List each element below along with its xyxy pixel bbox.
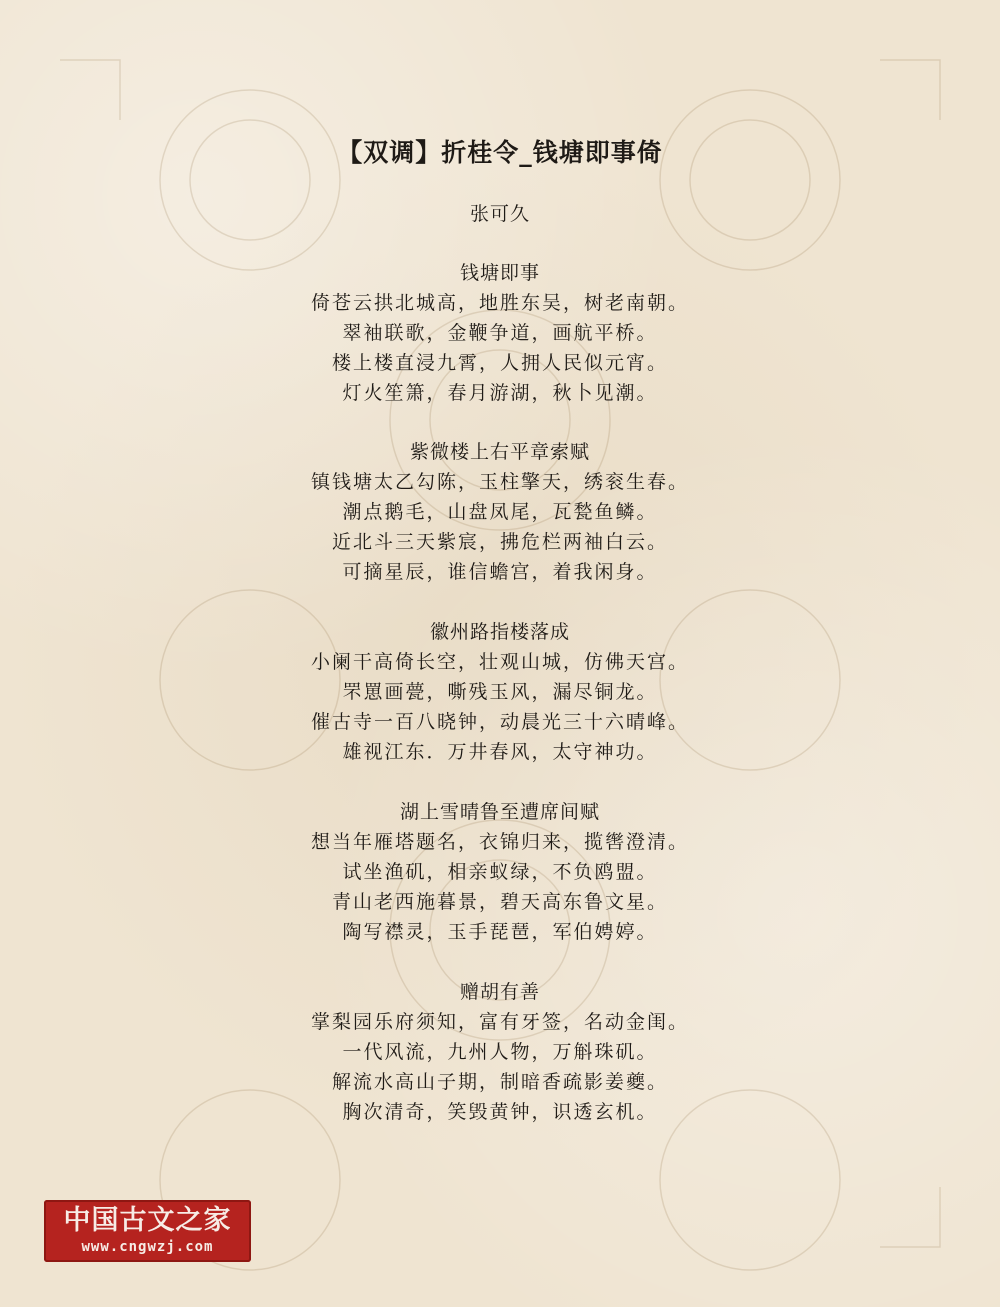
poem-line: 翠袖联歌，金鞭争道，画航平桥。 xyxy=(342,322,658,344)
poem-line: 催古寺一百八晓钟，动晨光三十六晴峰。 xyxy=(310,711,689,733)
poem-section xyxy=(0,797,1000,947)
poem-line: 可摘星辰，谁信蟾宫，着我闲身。 xyxy=(342,561,658,583)
poem-line: 灯火笙箫，春月游湖，秋卜见潮。 xyxy=(342,382,658,404)
poem-line: 镇钱塘太乙勾陈，玉柱擎天，绣衮生春。 xyxy=(310,471,689,493)
poem-line: 近北斗三天紫宸，拂危栏两袖白云。 xyxy=(331,531,668,553)
poem-line: 楼上楼直浸九霄，人拥人民似元宵。 xyxy=(331,352,668,374)
poem-line: 陶写襟灵，玉手琵琶，军伯娉婷。 xyxy=(342,921,658,943)
poem-author: 张可久 xyxy=(469,203,530,225)
poem-line: 倚苍云拱北城高，地胜东吴，树老南朝。 xyxy=(310,292,689,314)
poem-line: 试坐渔矶，相亲蚁绿，不负鸥盟。 xyxy=(342,861,658,883)
poem-line: 罘罳画甍，嘶残玉风，漏尽铜龙。 xyxy=(342,681,658,703)
poem-line: 解流水高山子期，制暗香疏影姜夔。 xyxy=(331,1071,668,1093)
poem-line: 胸次清奇，笑毁黄钟，识透玄机。 xyxy=(342,1101,658,1123)
poem-line: 小阑干高倚长空，壮观山城，仿佛天宫。 xyxy=(310,651,689,673)
section-heading: 湖上雪晴鲁至遭席间赋 xyxy=(399,801,600,823)
poem-line: 想当年雁塔题名，衣锦归来，揽辔澄清。 xyxy=(310,831,689,853)
site-logo-stamp xyxy=(44,1200,251,1262)
section-heading: 紫微楼上右平章索赋 xyxy=(409,441,590,463)
section-heading: 赠胡有善 xyxy=(459,981,540,1003)
poem-section xyxy=(0,258,1000,408)
poem-line: 一代风流，九州人物，万斛珠矶。 xyxy=(342,1041,658,1063)
section-heading: 徽州路指楼落成 xyxy=(429,621,570,643)
poem-line: 雄视江东．万井春风，太守神功。 xyxy=(342,741,658,763)
section-heading: 钱塘即事 xyxy=(459,262,540,284)
poem-title: 【双调】折桂令_钱塘即事倚 xyxy=(337,138,663,167)
logo-url: www.cngwzj.com xyxy=(81,1239,214,1255)
poem-section xyxy=(0,617,1000,767)
logo-title: 中国古文之家 xyxy=(63,1205,232,1236)
poem-section xyxy=(0,437,1000,587)
poem-line: 潮点鹅毛，山盘凤尾，瓦甃鱼鳞。 xyxy=(342,501,658,523)
poem-section xyxy=(0,977,1000,1127)
poem-line: 青山老西施暮景，碧天高东鲁文星。 xyxy=(331,891,668,913)
poem-line: 掌梨园乐府须知，富有牙签，名动金闺。 xyxy=(310,1011,689,1033)
